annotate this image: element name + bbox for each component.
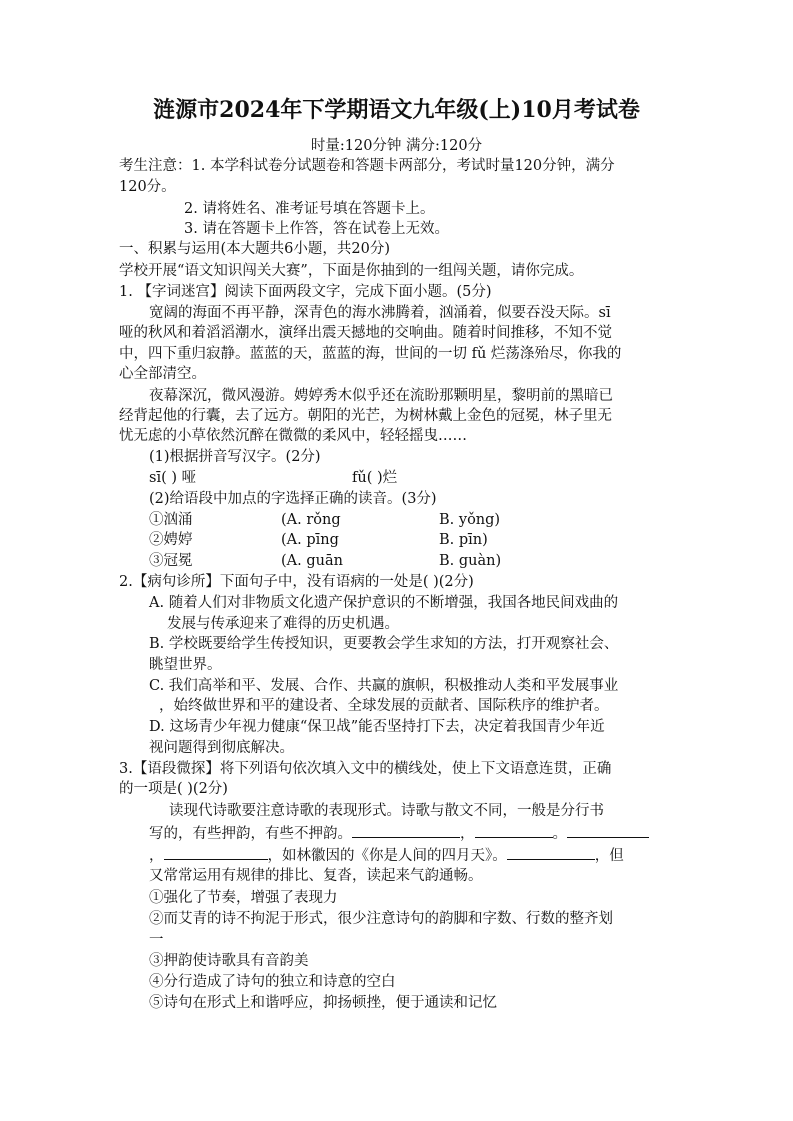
q1-para1-line: 宽阔的海面不再平静，深青色的海水沸腾着，汹涌着，似要吞没天际。sī xyxy=(149,305,611,321)
question-1-stem: 1. 【字词迷宫】阅读下面两段文字，完成下面小题。(5分) xyxy=(119,284,492,300)
q1-option-b: B. guàn) xyxy=(439,553,502,569)
q1-pinyin-blank-a: sī( ) 哑 xyxy=(149,470,197,486)
notice-item-2: 2. 请将姓名、准考证号填在答题卡上。 xyxy=(184,201,435,217)
answer-blank[interactable] xyxy=(475,822,553,838)
q3-passage-text: ，如林徽因的《你是人间的四月天》。 xyxy=(267,848,507,864)
answer-blank[interactable] xyxy=(507,844,595,860)
q1-pinyin-blank-b: fǔ( )烂 xyxy=(352,470,398,486)
q3-passage-line: 读现代诗歌要注意诗歌的表现形式。诗歌与散文不同，一般是分行书 xyxy=(169,803,604,819)
q3-choice: ④分行造成了诗句的独立和诗意的空白 xyxy=(149,974,396,990)
q3-passage-text: 写的，有些押韵，有些不押韵。 xyxy=(149,826,352,842)
q2-option-d-line: 视问题得到彻底解决。 xyxy=(149,740,294,756)
q1-para2-line: 忧无虑的小草依然沉醉在微微的柔风中，轻轻摇曳…… xyxy=(119,428,467,444)
q1-sub-question-2: (2)给语段中加点的字选择正确的读音。(3分) xyxy=(149,491,437,507)
q3-choice: 一 xyxy=(149,932,164,948)
notice-line-2: 120分。 xyxy=(119,179,176,195)
exam-duration-score: 时量:120分钟 满分:120分 xyxy=(310,138,483,154)
q1-option-a: (A. rǒng xyxy=(281,512,341,528)
q3-passage-line-2: 写的，有些押韵，有些不押韵。 ， 。 xyxy=(149,822,679,844)
question-2-stem: 2.【病句诊所】下面句子中，没有语病的一处是( )(2分) xyxy=(119,574,474,590)
q2-option-c-line: C. 我们高举和平、发展、合作、共赢的旗帜，积极推动人类和平发展事业 xyxy=(149,678,619,694)
q1-option-word: ②娉婷 xyxy=(149,532,193,548)
q1-option-b: B. yǒng) xyxy=(439,512,501,528)
q3-passage-line-3: ， ，如林徽因的《你是人间的四月天》。 ，但 xyxy=(149,844,679,866)
q2-option-a-line: A. 随着人们对非物质文化遗产保护意识的不断增强，我国各地民间戏曲的 xyxy=(149,595,619,611)
q1-option-b: B. pīn) xyxy=(439,532,488,548)
notice-item-3: 3. 请在答题卡上作答，答在试卷上无效。 xyxy=(184,221,449,237)
q3-choice: ①强化了节奏，增强了表现力 xyxy=(149,890,338,906)
page-title: 涟源市2024年下学期语文九年级(上)10月考试卷 xyxy=(153,97,640,123)
q2-option-a-line: 发展与传承迎来了难得的历史机遇。 xyxy=(167,616,399,632)
q1-sub-question-1: (1)根据拼音写汉字。(2分) xyxy=(149,449,321,465)
notice-line-1: 考生注意：1. 本学科试卷分试题卷和答题卡两部分，考试时量120分钟，满分 xyxy=(119,158,615,174)
question-3-stem: 3.【语段微探】将下列语句依次填入文中的横线处，使上下文语意连贯，正确 xyxy=(119,761,612,777)
question-3-stem: 的一项是( )(2分) xyxy=(119,781,228,797)
q1-para2-line: 夜幕深沉，微风漫游。娉婷秀木似乎还在流盼那颗明星，黎明前的黑暗已 xyxy=(149,388,613,404)
answer-blank[interactable] xyxy=(352,822,460,838)
q3-passage-text: ，但 xyxy=(594,848,624,864)
q1-option-word: ①汹涌 xyxy=(149,512,193,528)
q1-option-word: ③冠冕 xyxy=(149,553,193,569)
section-intro: 学校开展“语文知识闯关大赛”，下面是你抽到的一组闯关题，请你完成。 xyxy=(119,263,584,279)
q3-choice: ③押韵使诗歌具有音韵美 xyxy=(149,953,309,969)
section-heading: 一、积累与运用(本大题共6小题，共20分) xyxy=(119,241,390,257)
q2-option-c-line: ，始终做世界和平的建设者、全球发展的贡献者、国际秩序的维护者。 xyxy=(159,698,609,714)
q3-passage-line: 又常常运用有规律的排比、复沓，读起来气韵通畅。 xyxy=(149,868,483,884)
answer-blank[interactable] xyxy=(567,822,649,838)
q1-option-a: (A. guān xyxy=(281,553,343,569)
q1-para1-line: 中，四下重归寂静。蓝蓝的天，蓝蓝的海，世间的一切 fǔ 烂荡涤殆尽，你我的 xyxy=(119,346,622,362)
q2-option-b-line: B. 学校既要给学生传授知识，更要教会学生求知的方法，打开观察社会、 xyxy=(149,636,619,652)
q1-para2-line: 经背起他的行囊，去了远方。朝阳的光芒，为树林戴上金色的冠冕，林子里无 xyxy=(119,408,612,424)
answer-blank[interactable] xyxy=(164,844,268,860)
q1-para1-line: 心全部清空。 xyxy=(119,366,206,382)
q1-para1-line: 哑的秋风和着滔滔潮水，演绎出震天撼地的交响曲。随着时间推移，不知不觉 xyxy=(119,325,612,341)
q1-option-a: (A. pīng xyxy=(281,532,339,548)
q2-option-d-line: D. 这场青少年视力健康“保卫战”能否坚持打下去，决定着我国青少年近 xyxy=(149,719,605,735)
q2-option-b-line: 眺望世界。 xyxy=(149,657,222,673)
q3-choice: ⑤诗句在形式上和谐呼应，抑扬顿挫，便于通读和记忆 xyxy=(149,995,497,1011)
q3-choice: ②而艾青的诗不拘泥于形式，很少注意诗句的韵脚和字数、行数的整齐划 xyxy=(149,911,613,927)
